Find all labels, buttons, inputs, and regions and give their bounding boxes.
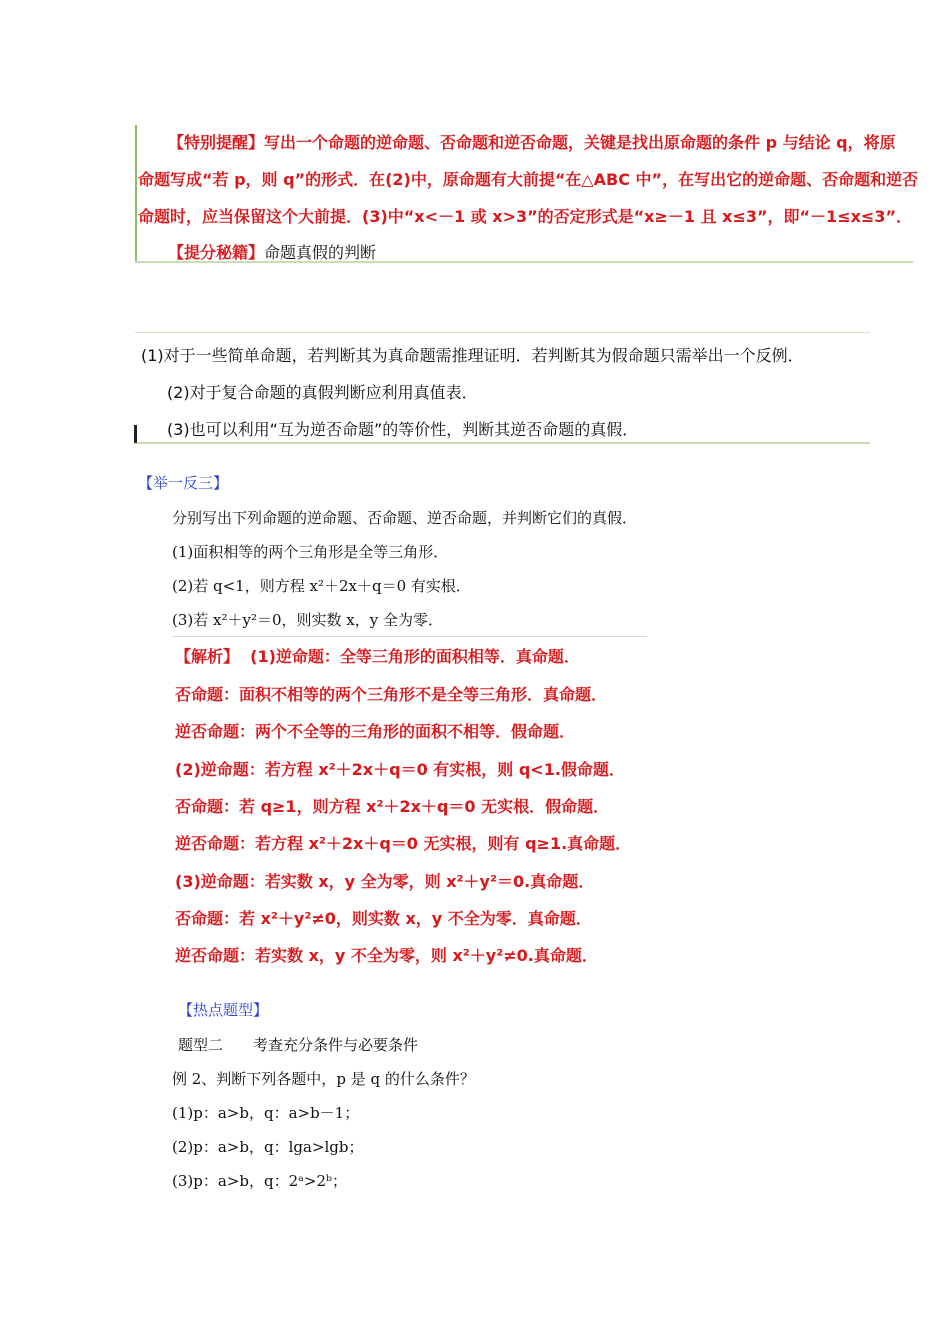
analysis-line-1 [175,644,580,667]
secret-label: 【提分秘籍】 [168,243,265,262]
analysis-line-3: 逆否命题：两个不全等的三角形的面积不相等．假命题． [175,722,576,741]
hot-item-2: (2)p：a>b，q：lga>lgb； [172,1138,364,1156]
judge-bottom-rule [135,442,870,444]
tip-label: 【特别提醒】 [168,133,265,152]
judge-top-rule [135,332,870,333]
tip-text-1: 写出一个命题的逆命题、否命题和逆否命题，关键是找出原命题的条件 p 与结论 q，将原 [264,133,896,152]
judge-line-1: (1)对于一些简单命题，若判断其为真命题需推理证明．若判断其为假命题只需举出一个反例． [141,346,804,365]
hot-type-title: 题型二 考查充分条件与必要条件 [178,1036,419,1054]
analysis-line-6: 逆否命题：若方程 x²＋2x＋q＝0 无实根，则有 q≥1.真命题． [175,834,632,853]
hot-label: 【热点题型】 [178,1001,269,1019]
tip-line-1 [168,130,896,153]
tip-line-3: 命题时，应当保留这个大前提．(3)中“x<－1 或 x>3”的否定形式是“x≥－1 且 x≤3”，即“－1≤x≤3”． [138,207,912,226]
analysis-label: 【解析】 [175,647,240,666]
analysis-line-4: (2)逆命题：若方程 x²＋2x＋q＝0 有实根，则 q<1.假命题． [175,760,625,779]
example-q3: (3)若 x²＋y²＝0，则实数 x，y 全为零． [172,611,443,629]
tip-left-bar [135,125,137,263]
analysis-text-1: (1)逆命题：全等三角形的面积相等．真命题． [250,647,580,666]
example-label: 【举一反三】 [138,474,229,492]
analysis-line-8: 否命题：若 x²＋y²≠0，则实数 x，y 不全为零．真命题． [175,909,592,928]
judge-line-2: (2)对于复合命题的真假判断应利用真值表． [167,383,478,402]
secret-line [168,240,376,263]
hot-item-1: (1)p：a>b，q：a>b－1； [172,1104,360,1122]
judge-left-mark [134,425,137,443]
hot-example-title: 例 2、判断下列各题中，p 是 q 的什么条件？ [172,1070,475,1088]
analysis-line-7: (3)逆命题：若实数 x，y 全为零，则 x²＋y²＝0.真命题． [175,872,595,891]
secret-text: 命题真假的判断 [264,243,377,262]
analysis-line-5: 否命题：若 q≥1，则方程 x²＋2x＋q＝0 无实根．假命题． [175,797,610,816]
example-q1: (1)面积相等的两个三角形是全等三角形． [172,543,449,561]
hot-item-3: (3)p：a>b，q：2ᵃ>2ᵇ； [172,1172,348,1190]
example-intro: 分别写出下列命题的逆命题、否命题、逆否命题，并判断它们的真假． [172,509,638,527]
tip-line-2: 命题写成“若 p，则 q”的形式．在(2)中，原命题有大前提“在△ABC 中”，在写出它的逆命题、否命题和逆否 [138,170,919,189]
example-q2: (2)若 q<1，则方程 x²＋2x＋q＝0 有实根． [172,577,471,595]
analysis-top-rule [172,636,647,637]
analysis-line-9: 逆否命题：若实数 x，y 不全为零，则 x²＋y²≠0.真命题． [175,946,598,965]
judge-line-3: (3)也可以利用“互为逆否命题”的等价性，判断其逆否命题的真假． [167,420,639,439]
analysis-line-2: 否命题：面积不相等的两个三角形不是全等三角形．真命题． [175,685,608,704]
